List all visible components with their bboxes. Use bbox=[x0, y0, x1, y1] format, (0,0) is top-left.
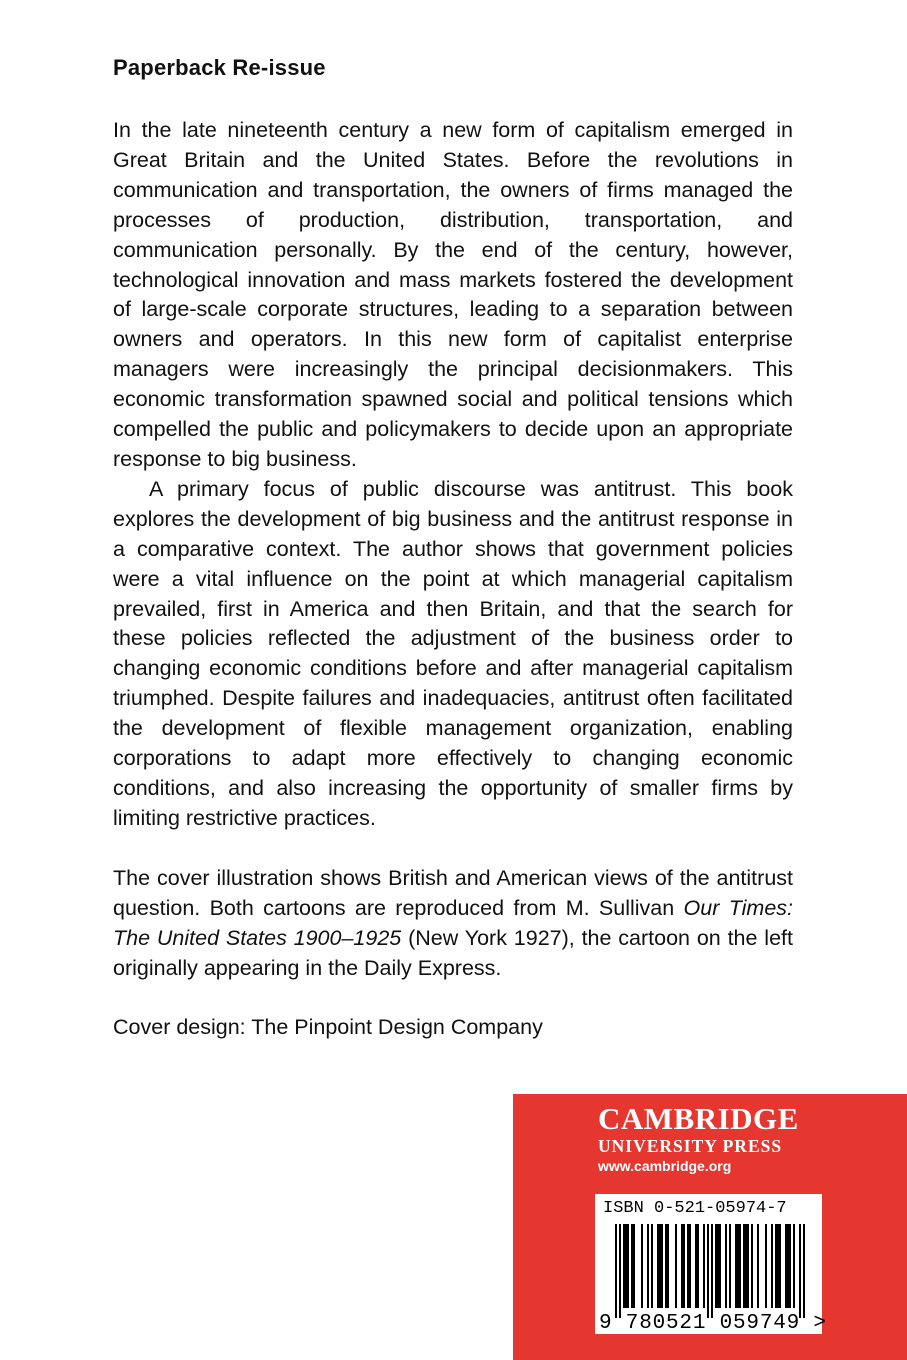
publisher-logo bbox=[598, 1102, 898, 1156]
barcode-bar bbox=[697, 1224, 699, 1308]
barcode-bar bbox=[729, 1224, 731, 1308]
barcode-bar bbox=[777, 1224, 779, 1308]
barcode-bar bbox=[631, 1224, 633, 1308]
barcode-bar bbox=[735, 1224, 737, 1308]
cover-design-credit: Cover design: The Pinpoint Design Company bbox=[113, 1015, 543, 1039]
barcode-bar bbox=[615, 1224, 617, 1318]
barcode-bar bbox=[739, 1224, 741, 1308]
barcode-bar bbox=[659, 1224, 661, 1308]
barcode-bar bbox=[665, 1224, 667, 1308]
cover-note-title: Our Times: The United States 1900–1925 bbox=[113, 895, 794, 950]
barcode-bar bbox=[687, 1224, 689, 1308]
barcode-bar bbox=[711, 1224, 713, 1318]
blurb bbox=[113, 116, 793, 834]
barcode-bar bbox=[785, 1224, 787, 1308]
barcode-bar bbox=[779, 1224, 781, 1308]
barcode-bar bbox=[715, 1224, 717, 1308]
blurb-paragraph-1: In the late nineteenth century a new form of capitalism emerged in Great Britain and the United States. Before the revolutions in communication and transportation, the owners of firms managed the processes of production, distribution, transportation, and communication personally. By the end of the century, however, technological innovation and mass markets fostered the development of large-scale corporate structures, leading to a separation between owners and operators. In this new form of capitalist enterprise managers were increasingly the principal decisionmakers. This economic transformation spawned social and political tensions which compelled the public and policymakers to decide upon an appropriate response to big business. bbox=[113, 118, 793, 471]
publisher-block bbox=[513, 1094, 907, 1360]
barcode-bar bbox=[703, 1224, 705, 1308]
barcode-bar bbox=[695, 1224, 697, 1308]
barcode-bar bbox=[787, 1224, 789, 1308]
barcode-bar bbox=[747, 1224, 749, 1308]
heading: Paperback Re-issue bbox=[113, 55, 326, 80]
barcode-bar bbox=[651, 1224, 653, 1308]
barcode-bar bbox=[765, 1224, 767, 1308]
barcode-bar bbox=[771, 1224, 773, 1308]
barcode-bar bbox=[681, 1224, 683, 1308]
barcode-bar bbox=[799, 1224, 801, 1318]
barcode-bar bbox=[667, 1224, 669, 1308]
barcode-bar bbox=[689, 1224, 691, 1308]
barcode-bar bbox=[775, 1224, 777, 1308]
barcode-bar bbox=[675, 1224, 677, 1308]
barcode-bar bbox=[623, 1224, 625, 1308]
barcode-bar bbox=[745, 1224, 747, 1308]
barcode-bar bbox=[683, 1224, 685, 1308]
barcode bbox=[595, 1194, 827, 1335]
barcode-bar bbox=[633, 1224, 635, 1308]
barcode-bar bbox=[641, 1224, 643, 1308]
barcode-bar bbox=[619, 1224, 621, 1318]
barcode-bar bbox=[725, 1224, 727, 1308]
barcode-bar bbox=[719, 1224, 721, 1308]
barcode-bar bbox=[751, 1224, 753, 1308]
cover-note-after: (New York 1927), the cartoon on the left originally appearing in the Daily Express. bbox=[113, 925, 793, 980]
barcode-bar bbox=[793, 1224, 795, 1308]
publisher-subtitle: UNIVERSITY PRESS bbox=[598, 1136, 783, 1156]
barcode-bar bbox=[625, 1224, 627, 1308]
barcode-bar bbox=[707, 1224, 709, 1318]
cover-note-before: The cover illustration shows British and American views of the antitrust question. Both cartoons are reproduced from M. Sullivan bbox=[113, 866, 793, 920]
publisher-name: CAMBRIDGE bbox=[598, 1101, 799, 1136]
barcode-bar bbox=[803, 1224, 805, 1318]
barcode-bar bbox=[737, 1224, 739, 1308]
barcode-bar bbox=[789, 1224, 791, 1308]
barcode-bar bbox=[661, 1224, 663, 1308]
publisher-url: www.cambridge.org bbox=[598, 1158, 732, 1174]
isbn-label: ISBN 0-521-05974-7 bbox=[603, 1199, 787, 1218]
blurb-paragraph-2: A primary focus of public discourse was antitrust. This book explores the development of big business and the antitrust response in a comparative context. The author shows that government policies were a vital influence on the point at which managerial capitalism prevailed, first in America and then Britain, and that the search for these policies reflected the adjustment of the business order to changing economic conditions before and after managerial capitalism triumphed. Despite failures and inadequacies, antitrust often facilitated the development of flexible management organization, enabling corporations to adapt more effectively to changing economic conditions, and also increasing the opportunity of smaller firms by limiting restrictive practices. bbox=[113, 476, 793, 830]
barcode-bar bbox=[627, 1224, 629, 1308]
barcode-bar bbox=[743, 1224, 745, 1308]
barcode-bar bbox=[657, 1224, 659, 1308]
cover-note bbox=[113, 864, 793, 984]
barcode-bar bbox=[757, 1224, 759, 1308]
barcode-bar bbox=[717, 1224, 719, 1308]
ean-digits: 9 780521 059749 > bbox=[599, 1312, 827, 1335]
barcode-bar bbox=[647, 1224, 649, 1308]
cover-note-paragraph bbox=[113, 864, 793, 984]
